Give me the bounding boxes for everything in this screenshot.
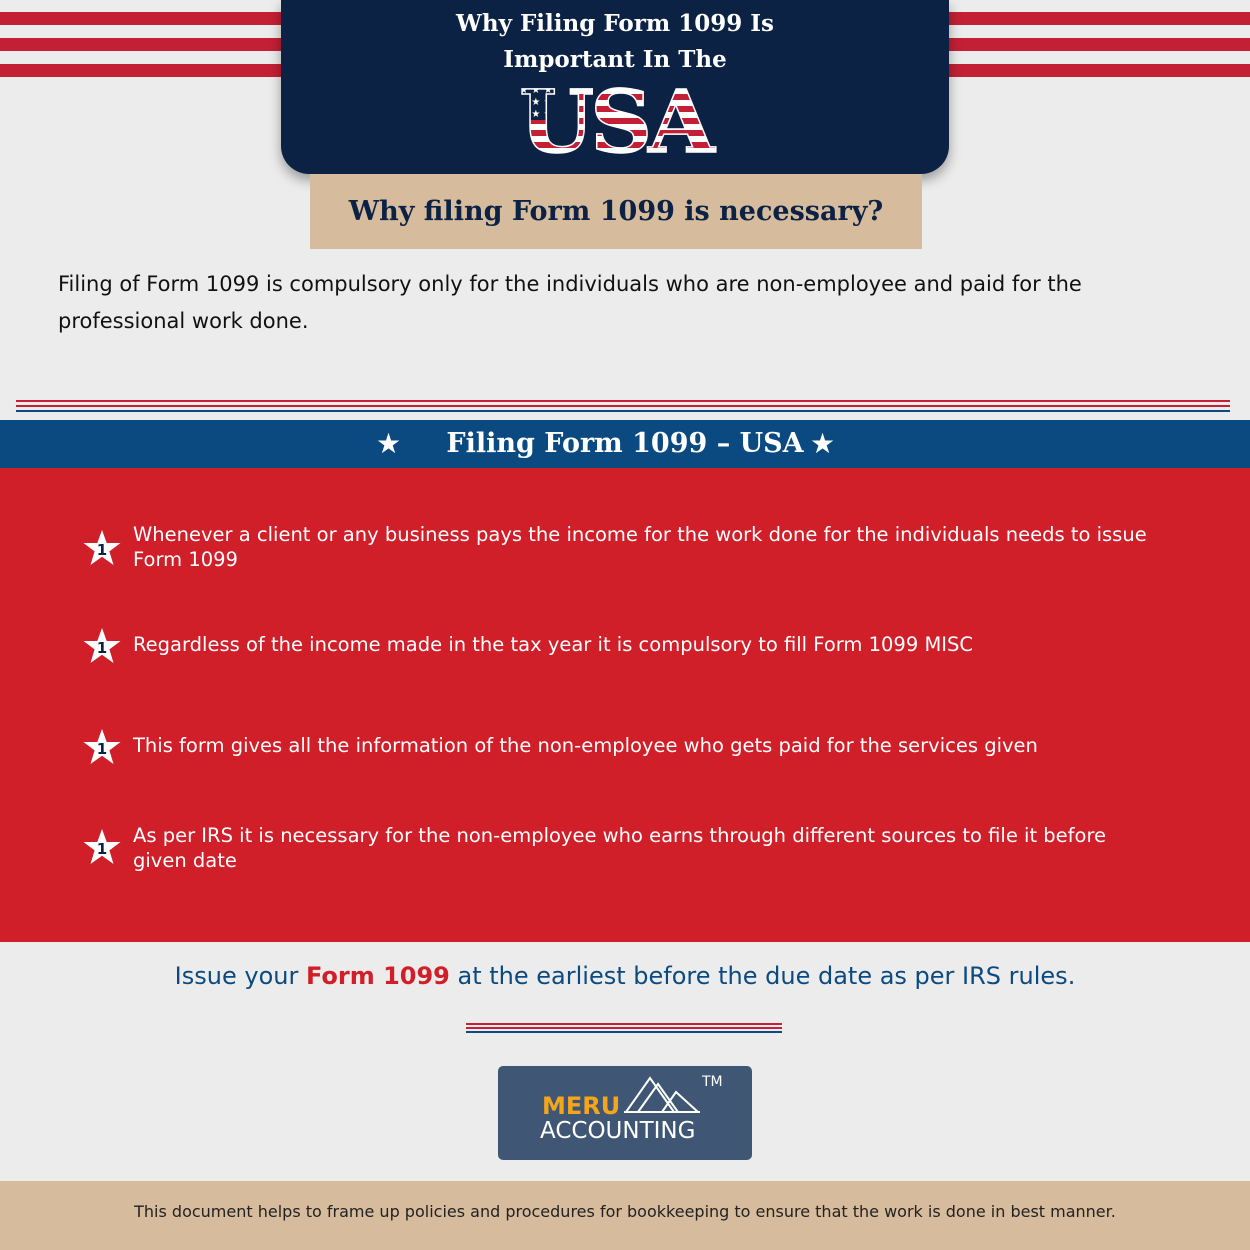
decorative-stripes-right xyxy=(940,0,1250,80)
star-bullet-icon xyxy=(82,727,122,767)
trademark-symbol: TM xyxy=(702,1074,723,1090)
svg-text:1: 1 xyxy=(96,639,108,657)
points-panel xyxy=(0,468,1250,942)
band-title: Filing Form 1099 – USA xyxy=(446,428,804,459)
usa-flag-logo xyxy=(281,80,949,158)
header-title-line1: Why Filing Form 1099 Is xyxy=(456,10,774,37)
star-bullet-icon xyxy=(82,827,122,867)
section-heading: Why filing Form 1099 is necessary? xyxy=(310,174,922,249)
header-title-line2: Important In The xyxy=(503,46,727,73)
header-banner xyxy=(281,0,949,174)
list-item-text: Regardless of the income made in the tax year it is compulsory to fill Form 1099 MISC xyxy=(133,633,974,656)
star-icon: ★ xyxy=(810,428,836,459)
footer-note: This document helps to frame up policies and procedures for bookkeeping to ensure that the work is done in best manner. xyxy=(0,1181,1250,1250)
star-bullet-icon xyxy=(82,528,122,568)
logo-line1: MERU xyxy=(542,1092,621,1120)
star-bullet-icon xyxy=(82,626,122,666)
section-band xyxy=(0,420,1250,468)
list-item-text: Whenever a client or any business pays the income for the work done for the individuals needs to issue Form 1099 xyxy=(133,523,1147,571)
meru-accounting-logo xyxy=(498,1066,752,1160)
list-item-text: As per IRS it is necessary for the non-employee who earns through different sources to file it before given date xyxy=(133,824,1107,872)
cta-text-after: at the earliest before the due date as per IRS rules. xyxy=(449,962,1076,990)
cta-text-before: Issue your xyxy=(174,962,306,990)
intro-paragraph: Filing of Form 1099 is compulsory only for the individuals who are non-employee and paid for the professional work done. xyxy=(58,272,1082,333)
usa-word: USA xyxy=(519,80,711,158)
decorative-stripes-left xyxy=(0,0,290,80)
svg-text:1: 1 xyxy=(96,840,108,858)
mountain-icon xyxy=(624,1072,700,1116)
star-icon: ★ xyxy=(376,428,402,459)
list-item-text: This form gives all the information of the non-employee who gets paid for the services given xyxy=(133,734,1038,757)
cta-highlight: Form 1099 xyxy=(305,962,450,990)
call-to-action xyxy=(0,962,1250,990)
svg-text:1: 1 xyxy=(96,541,108,559)
header-title xyxy=(281,0,949,78)
svg-text:1: 1 xyxy=(96,740,108,758)
logo-line2: ACCOUNTING xyxy=(540,1118,696,1144)
